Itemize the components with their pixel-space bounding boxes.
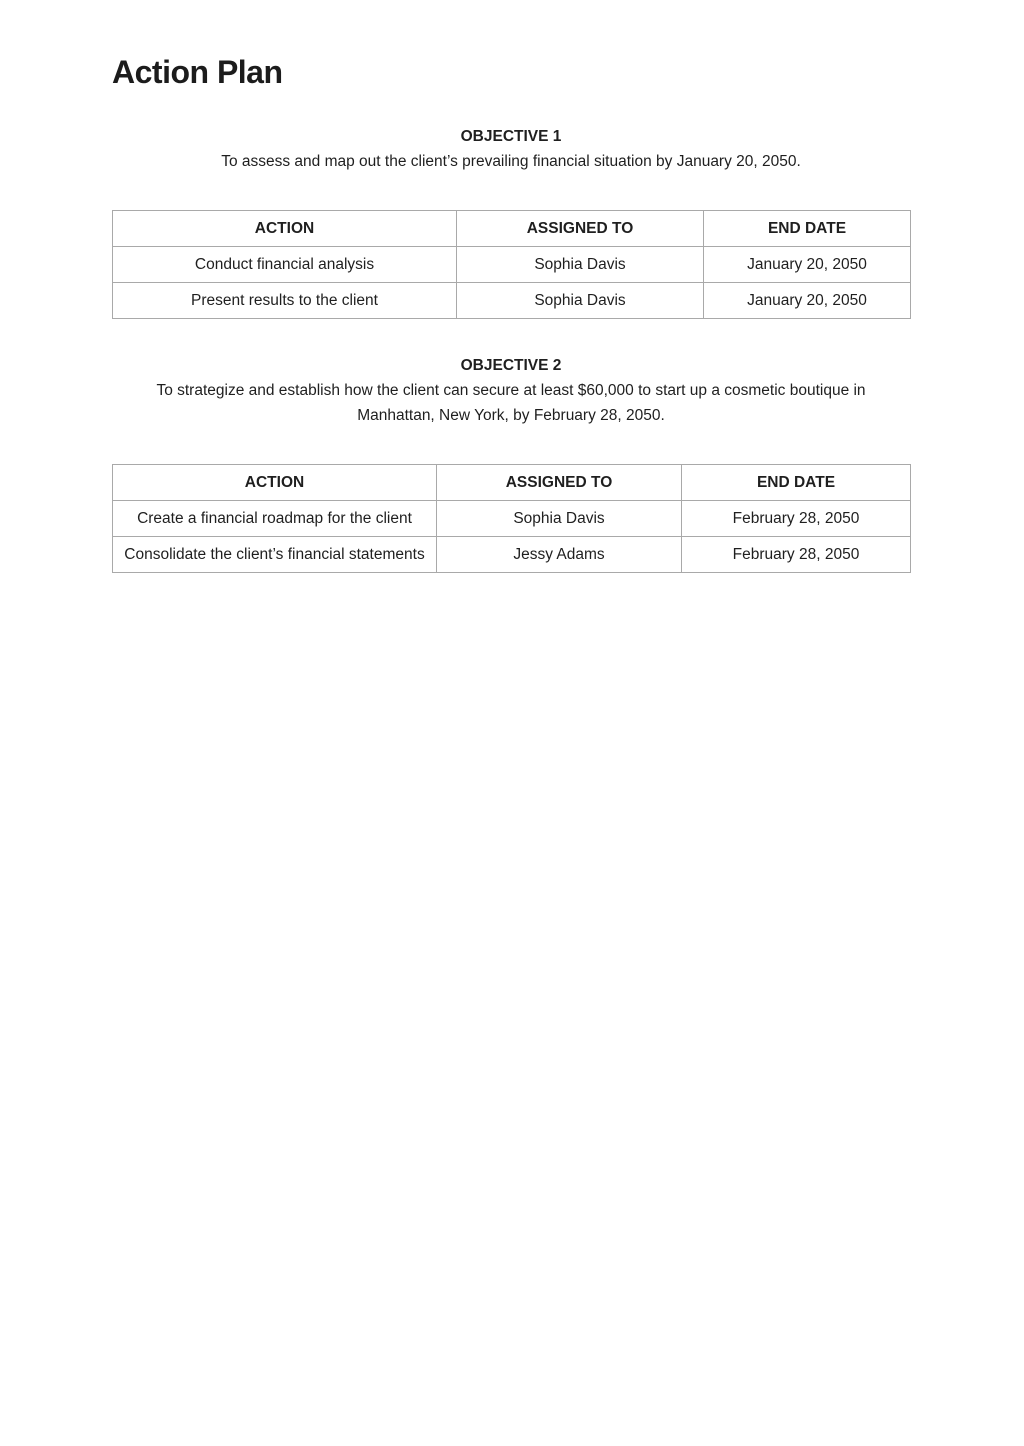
- assigned-to-cell: Sophia Davis: [437, 501, 682, 537]
- table-row: [113, 247, 911, 283]
- action-cell: Conduct financial analysis: [113, 247, 457, 283]
- action-cell: Present results to the client: [113, 283, 457, 319]
- column-header-action: ACTION: [113, 465, 437, 501]
- objective-2-table: [112, 464, 911, 573]
- table-header-row: [113, 465, 911, 501]
- objective-2-section: [112, 353, 910, 428]
- table-row: [113, 537, 911, 573]
- objective-1-section: [112, 124, 910, 174]
- assigned-to-cell: Sophia Davis: [457, 247, 704, 283]
- objective-1-description: To assess and map out the client’s prevailing financial situation by January 20, 2050.: [221, 153, 801, 170]
- column-header-end-date: END DATE: [682, 465, 911, 501]
- objective-2-description: To strategize and establish how the client can secure at least $60,000 to start up a cosmetic boutique in Manhattan, New York, by February 28, 2050.: [156, 382, 866, 424]
- end-date-cell: February 28, 2050: [682, 537, 911, 573]
- column-header-assigned-to: ASSIGNED TO: [457, 211, 704, 247]
- objective-1-heading: OBJECTIVE 1: [460, 128, 562, 145]
- table-header-row: [113, 211, 911, 247]
- assigned-to-cell: Sophia Davis: [457, 283, 704, 319]
- column-header-action: ACTION: [113, 211, 457, 247]
- column-header-assigned-to: ASSIGNED TO: [437, 465, 682, 501]
- end-date-cell: January 20, 2050: [704, 247, 911, 283]
- objective-1-table: [112, 210, 911, 319]
- action-cell: Create a financial roadmap for the client: [113, 501, 437, 537]
- objective-2-heading: OBJECTIVE 2: [460, 357, 562, 374]
- page-title: Action Plan: [112, 54, 283, 90]
- table-row: [113, 501, 911, 537]
- assigned-to-cell: Jessy Adams: [437, 537, 682, 573]
- table-row: [113, 283, 911, 319]
- end-date-cell: January 20, 2050: [704, 283, 911, 319]
- column-header-end-date: END DATE: [704, 211, 911, 247]
- end-date-cell: February 28, 2050: [682, 501, 911, 537]
- action-cell: Consolidate the client’s financial statements: [113, 537, 437, 573]
